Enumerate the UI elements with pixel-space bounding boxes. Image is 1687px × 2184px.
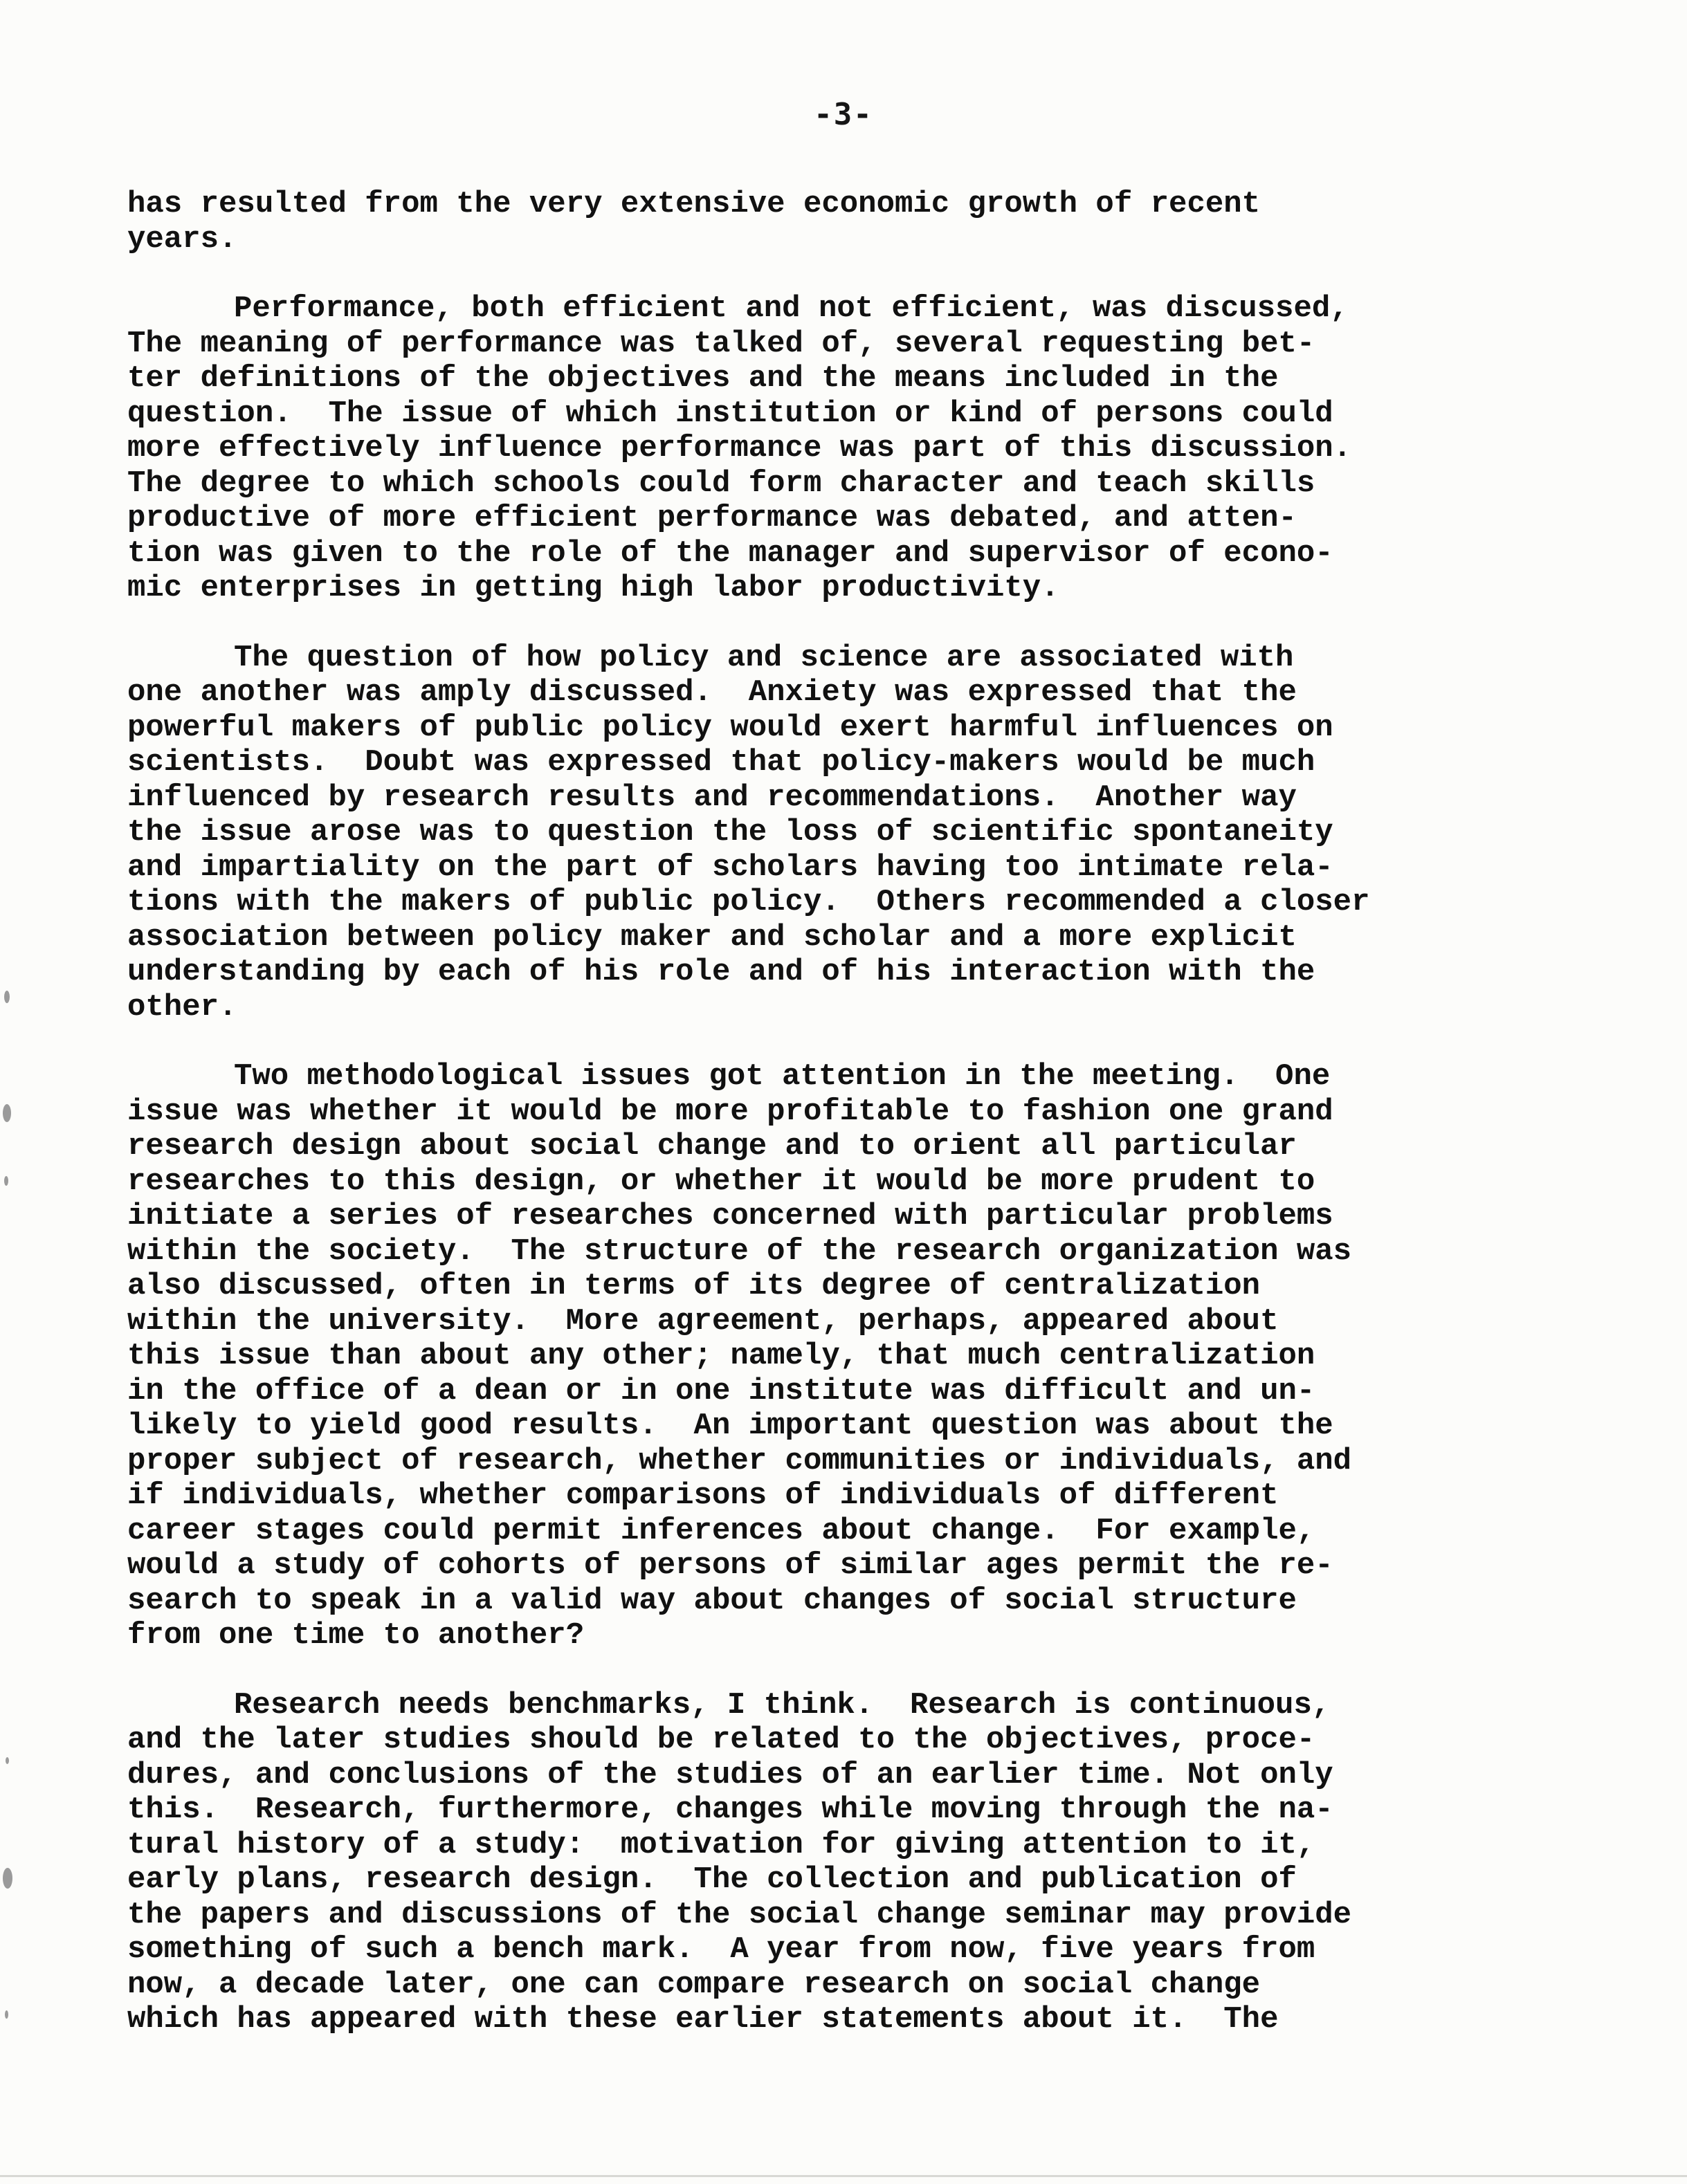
paragraph-4 xyxy=(127,1059,1553,1653)
text-line: the issue arose was to question the loss of scientific spontaneity xyxy=(127,815,1333,850)
text-line: Performance, both efficient and not efficient, was discussed, xyxy=(234,291,1349,326)
text-line: Research needs benchmarks, I think. Research is continuous, xyxy=(234,1687,1331,1723)
text-line: influenced by research results and recommendations. Another way xyxy=(127,780,1297,815)
text-line: other. xyxy=(127,989,237,1025)
text-line: this. Research, furthermore, changes while moving through the na- xyxy=(127,1792,1333,1827)
paragraph-5 xyxy=(127,1688,1553,2037)
text-line: early plans, research design. The collection and publication of xyxy=(127,1862,1297,1897)
scan-artifact xyxy=(4,991,10,1003)
scan-artifact xyxy=(3,1868,12,1889)
paragraph-3 xyxy=(127,641,1553,1025)
text-line: The question of how policy and science are associated with xyxy=(234,640,1294,675)
text-line: years. xyxy=(127,221,237,257)
text-line: researches to this design, or whether it would be more prudent to xyxy=(127,1164,1315,1199)
paragraph-1 xyxy=(127,187,1553,257)
text-line: productive of more efficient performance was debated, and atten- xyxy=(127,501,1297,535)
text-line: now, a decade later, one can compare research on social change xyxy=(127,1967,1261,2002)
text-line: within the university. More agreement, perhaps, appeared about xyxy=(127,1303,1279,1339)
text-line: dures, and conclusions of the studies of an earlier time. Not only xyxy=(127,1757,1333,1792)
text-line: more effectively influence performance was part of this discussion. xyxy=(127,431,1352,466)
body-text xyxy=(127,187,1553,2072)
scan-artifact xyxy=(5,2010,8,2019)
scan-artifact xyxy=(4,1176,8,1186)
scan-artifact xyxy=(3,1104,11,1122)
text-line: understanding by each of his role and of his interaction with the xyxy=(127,955,1315,989)
text-line: initiate a series of researches concerned with particular problems xyxy=(127,1199,1333,1233)
text-line: tions with the makers of public policy. Others recommended a closer xyxy=(127,885,1370,919)
text-line: this issue than about any other; namely, that much centralization xyxy=(127,1339,1315,1373)
text-line: something of such a bench mark. A year from now, five years from xyxy=(127,1932,1315,1967)
text-line: if individuals, whether comparisons of individuals of different xyxy=(127,1478,1279,1513)
page-bottom-edge xyxy=(0,2175,1687,2177)
text-line: proper subject of research, whether communities or individuals, and xyxy=(127,1443,1352,1478)
text-line: and impartiality on the part of scholars having too intimate rela- xyxy=(127,850,1333,885)
text-line: tion was given to the role of the manager and supervisor of econo- xyxy=(127,535,1333,571)
text-line: also discussed, often in terms of its degree of centralization xyxy=(127,1269,1261,1303)
text-line: research design about social change and to orient all particular xyxy=(127,1129,1297,1164)
text-line: Two methodological issues got attention in the meeting. One xyxy=(234,1059,1331,1094)
text-line: ter definitions of the objectives and the means included in the xyxy=(127,361,1279,396)
text-line: has resulted from the very extensive economic growth of recent xyxy=(127,187,1261,221)
text-line: and the later studies should be related to the objectives, proce- xyxy=(127,1723,1315,1757)
text-line: in the office of a dean or in one institute was difficult and un- xyxy=(127,1373,1315,1408)
text-line: tural history of a study: motivation for giving attention to it, xyxy=(127,1827,1315,1862)
page-number: -3- xyxy=(814,97,873,132)
text-line: which has appeared with these earlier statements about it. The xyxy=(127,2002,1279,2037)
text-line: would a study of cohorts of persons of similar ages permit the re- xyxy=(127,1548,1333,1583)
text-line: likely to yield good results. An important question was about the xyxy=(127,1408,1333,1443)
text-line: mic enterprises in getting high labor productivity. xyxy=(127,571,1059,605)
text-line: The meaning of performance was talked of, several requesting bet- xyxy=(127,326,1315,361)
text-line: the papers and discussions of the social change seminar may provide xyxy=(127,1897,1352,1932)
text-line: association between policy maker and scholar and a more explicit xyxy=(127,919,1297,955)
text-line: within the society. The structure of the research organization was xyxy=(127,1233,1352,1269)
scan-artifact xyxy=(6,1757,9,1764)
text-line: one another was amply discussed. Anxiety was expressed that the xyxy=(127,675,1297,710)
paragraph-2 xyxy=(127,291,1553,606)
text-line: from one time to another? xyxy=(127,1618,585,1653)
text-line: issue was whether it would be more profitable to fashion one grand xyxy=(127,1094,1333,1129)
text-line: search to speak in a valid way about changes of social structure xyxy=(127,1583,1297,1618)
text-line: career stages could permit inferences about change. For example, xyxy=(127,1513,1315,1548)
text-line: powerful makers of public policy would exert harmful influences on xyxy=(127,710,1333,745)
text-line: question. The issue of which institution or kind of persons could xyxy=(127,396,1333,431)
text-line: The degree to which schools could form character and teach skills xyxy=(127,466,1315,501)
text-line: scientists. Doubt was expressed that policy-makers would be much xyxy=(127,745,1315,780)
